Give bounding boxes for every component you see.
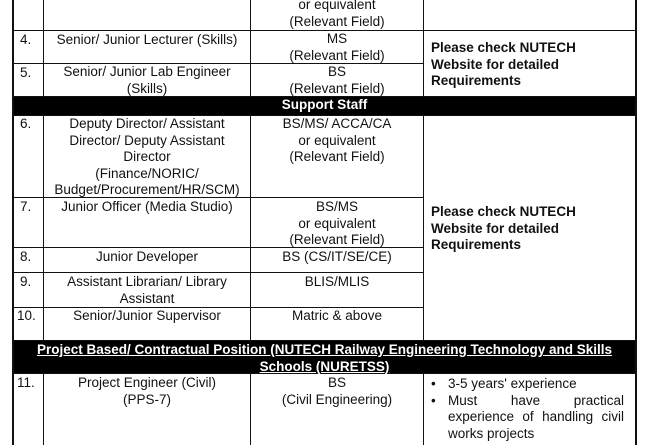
position-cell: Junior Officer (Media Studio) (61, 199, 233, 214)
project-based-heading: Project Based/ Contractual Position (NUTECH Railway Engineering Technology and Skills Schools (NURETSS) (14, 341, 635, 373)
position-cell: Deputy Director/ Assistant Director/ Deputy Assistant Director (Finance/NORIC/ Budget/Procurement/HR/SCM) (54, 116, 240, 197)
row-number: 7. (20, 199, 32, 214)
row-number: 8. (20, 249, 32, 264)
column-divider-qualification (423, 373, 424, 445)
table-border-left (12, 0, 14, 445)
position-cell: Senior/ Junior Lecturer (Skills) (56, 32, 238, 47)
position-cell: Junior Developer (95, 249, 199, 264)
requirements-note: Please check NUTECH Website for detailed Requirements (431, 204, 576, 252)
position-cell: Senior/Junior Supervisor (73, 308, 221, 323)
row-number: 9. (20, 274, 32, 289)
support-staff-heading: Support Staff (14, 97, 635, 115)
row-number: 4. (20, 32, 32, 47)
position-cell: Project Engineer (Civil) (PPS-7) (77, 375, 217, 407)
qualification-cell: BS/MS/ ACCA/CA or equivalent (Relevant Field) (282, 116, 392, 164)
row-number: 11. (17, 375, 35, 390)
requirements-note: Please check NUTECH Website for detailed Requirements (431, 40, 576, 88)
table-border-right (635, 0, 637, 445)
requirements-list (428, 376, 624, 442)
qualification-cell: MS (Relevant Field) (289, 31, 385, 63)
row-number: 6. (20, 116, 32, 131)
position-cell: Assistant Librarian/ Library Assistant (67, 274, 227, 306)
list-item: • Must have practical experience of handling civil works projects (428, 393, 624, 443)
qualification-cell: BS (Civil Engineering) (281, 375, 393, 407)
qualification-cell: BLIS/MLIS (304, 274, 370, 289)
position-cell: Senior/ Junior Lab Engineer (Skills) (63, 64, 231, 96)
qualification-cell: or equivalent (Relevant Field) (289, 0, 385, 29)
row-divider (12, 272, 424, 273)
row-number: 5. (20, 65, 32, 80)
qualification-cell: BS/MS or equivalent (Relevant Field) (289, 199, 385, 247)
qualification-cell: BS (CS/IT/SE/CE) (282, 249, 392, 264)
list-item: • 3-5 years' experience (428, 376, 624, 393)
qualification-cell: Matric & above (291, 308, 383, 323)
qualification-cell: BS (Relevant Field) (289, 64, 385, 96)
row-number: 10. (17, 308, 36, 323)
column-divider-qualification (423, 0, 424, 96)
